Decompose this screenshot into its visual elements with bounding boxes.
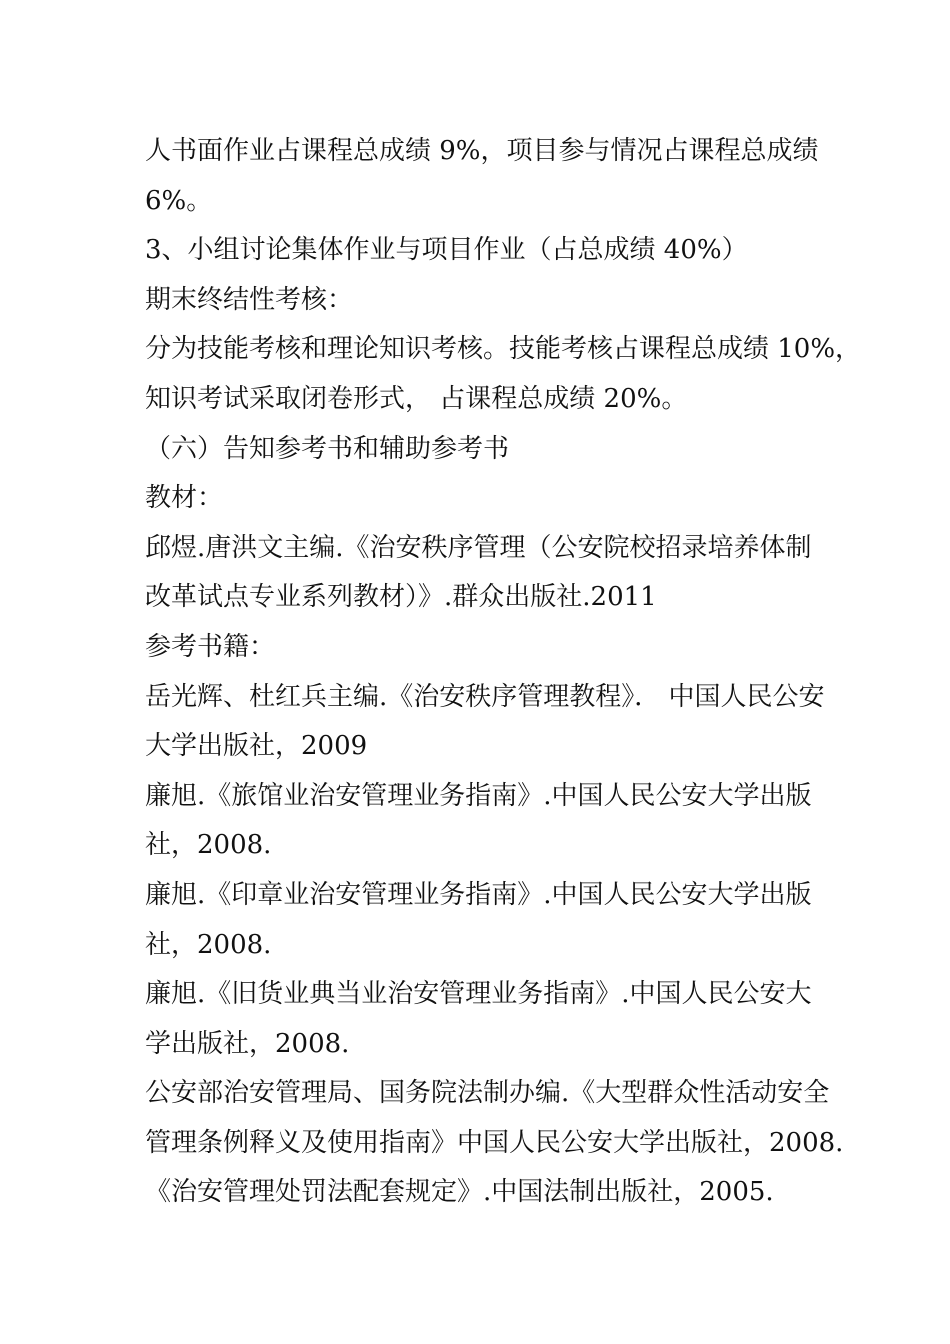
reference-line: 邱煜.唐洪文主编.《治安秩序管理（公安院校招录培养体制 bbox=[145, 532, 812, 563]
text-line: 知识考试采取闭卷形式， 占课程总成绩 20%。 bbox=[145, 383, 688, 414]
reference-line: 岳光辉、杜红兵主编.《治安秩序管理教程》． 中国人民公安 bbox=[145, 681, 825, 712]
text-line: 3、小组讨论集体作业与项目作业（占总成绩 40%） bbox=[145, 235, 748, 266]
text-line: 6%。 bbox=[145, 185, 213, 216]
text-line: 参考书籍： bbox=[145, 631, 276, 662]
reference-line: 社，2008. bbox=[145, 830, 272, 861]
reference-line: 改革试点专业系列教材）》.群众出版社.2011 bbox=[145, 582, 657, 613]
reference-line: 公安部治安管理局、国务院法制办编.《大型群众性活动安全 bbox=[145, 1078, 830, 1109]
text-line: 人书面作业占课程总成绩 9%，项目参与情况占课程总成绩 bbox=[145, 136, 819, 166]
reference-line: 社，2008. bbox=[145, 929, 272, 960]
text-line: 分为技能考核和理论知识考核。技能考核占课程总成绩 10%， bbox=[145, 334, 862, 365]
reference-line: 廉旭.《旧货业典当业治安管理业务指南》.中国人民公安大 bbox=[145, 979, 812, 1010]
section-heading: （六）告知参考书和辅助参考书 bbox=[145, 433, 510, 464]
text-line: 教材： bbox=[145, 483, 224, 514]
text-line: 期末终结性考核： bbox=[145, 284, 354, 315]
document-body bbox=[145, 127, 862, 1218]
reference-line: 廉旭.《旅馆业治安管理业务指南》.中国人民公安大学出版 bbox=[145, 780, 812, 811]
reference-line: 学出版社，2008. bbox=[145, 1028, 350, 1059]
reference-line: 管理条例释义及使用指南》中国人民公安大学出版社，2008. bbox=[145, 1127, 844, 1158]
reference-line: 大学出版社，2009 bbox=[145, 731, 368, 762]
reference-line: 《治安管理处罚法配套规定》.中国法制出版社，2005. bbox=[145, 1177, 774, 1208]
reference-line: 廉旭.《印章业治安管理业务指南》.中国人民公安大学出版 bbox=[145, 879, 812, 910]
